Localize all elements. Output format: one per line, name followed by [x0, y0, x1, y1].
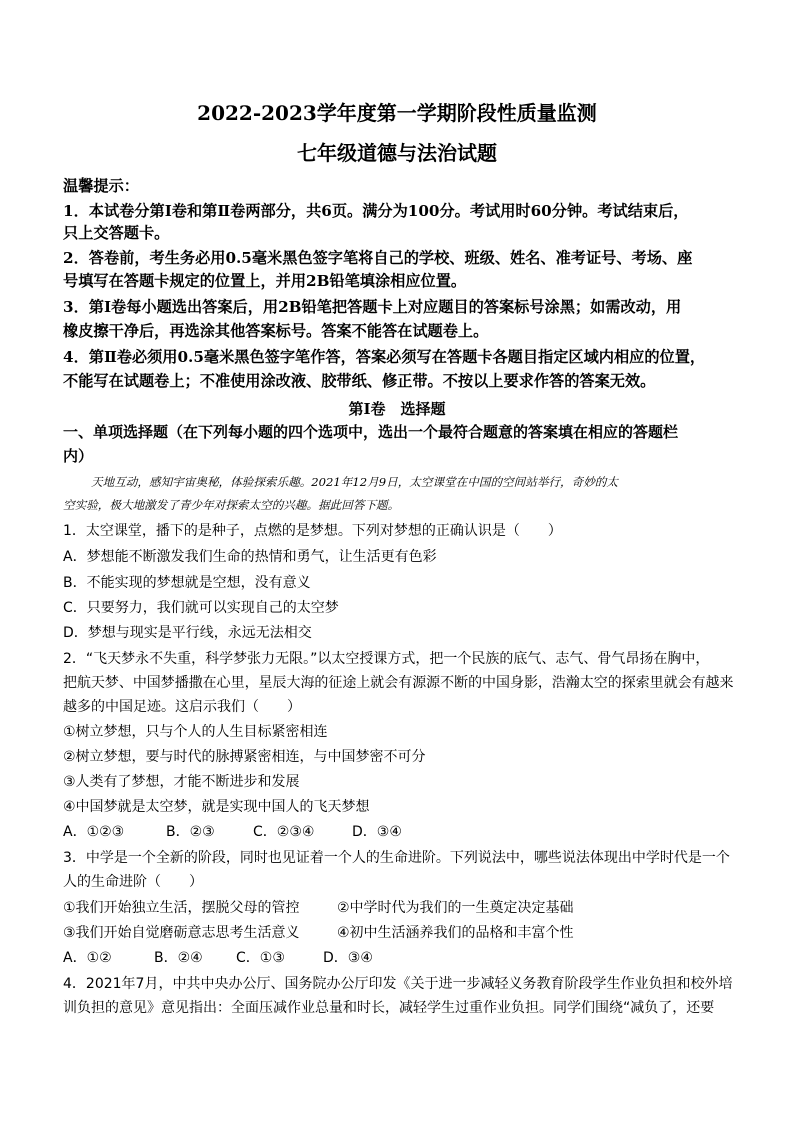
part-heading: 内） [63, 447, 94, 465]
question-2-stem: 越多的中国足迹。这启示我们（ ） [63, 699, 301, 715]
question-2-stem: 2．“飞天梦永不失重，科学梦张力无限。”以太空授课方式，把一个民族的底气、志气、骨气昂扬在胸中， [63, 651, 710, 667]
question-2-stem: 把航天梦、中国梦播撒在心里，星辰大海的征途上就会有源源不断的中国身影，浩瀚太空的探索里就会有越来 [63, 675, 734, 691]
exam-title: 2022-2023学年度第一学期阶段性质量监测 [197, 101, 597, 125]
material-text: 天地互动，感知宇宙奥秘，体验探索乐趣。2021年12月9日，太空课堂在中国的空间站举行，奇妙的太 [91, 475, 618, 489]
question-3-choice-a: A．①② [63, 950, 112, 966]
question-1-option-b: B．不能实现的梦想就是空想，没有意义 [63, 575, 311, 591]
question-3-stem: 人的生命进阶（ ） [63, 874, 203, 890]
question-2-item: ④中国梦就是太空梦，就是实现中国人的飞天梦想 [63, 799, 370, 815]
notice-line: 不能写在试题卷上；不准使用涂改液、胶带纸、修正带。不按以上要求作答的答案无效。 [63, 372, 656, 390]
question-3-item: ①我们开始独立生活，摆脱父母的管控 [63, 900, 300, 916]
question-1-stem: 1．太空课堂，播下的是种子，点燃的是梦想。下列对梦想的正确认识是（ ） [63, 523, 562, 539]
exam-subtitle: 七年级道德与法治试题 [297, 141, 497, 165]
question-2-item: ①树立梦想，只与个人的人生目标紧密相连 [63, 724, 328, 740]
notice-line: 4．第Ⅱ卷必须用0.5毫米黑色签字笔作答，答案必须写在答题卡各题目指定区域内相应的位置， [63, 348, 706, 366]
question-2-item: ②树立梦想，要与时代的脉搏紧密相连，与中国梦密不可分 [63, 749, 426, 765]
notice-line: 2．答卷前，考生务必用0.5毫米黑色签字笔将自己的学校、班级、姓名、准考证号、考场、座 [63, 249, 693, 267]
question-1-option-c: C．只要努力，我们就可以实现自己的太空梦 [63, 600, 339, 616]
notice-line: 号填写在答题卡规定的位置上，并用2B铅笔填涂相应位置。 [63, 272, 467, 290]
question-1-option-d: D．梦想与现实是平行线，永远无法相交 [63, 625, 312, 641]
notice-line: 只上交答题卡。 [63, 224, 170, 242]
section-title: 第Ⅰ卷 选择题 [348, 400, 446, 418]
question-4-stem: 训负担的意见》意见指出：全面压减作业总量和时长，减轻学生过重作业负担。同学们围绕“减负了，还要 [63, 1000, 715, 1016]
question-2-choice-d: D．③④ [352, 824, 402, 840]
material-text: 空实验，极大地激发了青少年对探索太空的兴趣。据此回答下题。 [63, 498, 400, 512]
part-heading: 一、单项选择题（在下列每小题的四个选项中，选出一个最符合题意的答案填在相应的答题栏 [63, 423, 679, 441]
notice-line: 3．第Ⅰ卷每小题选出答案后，用2B铅笔把答题卡上对应题目的答案标号涂黑；如需改动，用 [63, 298, 682, 316]
question-3-stem: 3．中学是一个全新的阶段，同时也见证着一个人的生命进阶。下列说法中，哪些说法体现出中学时代是一个 [63, 850, 730, 866]
question-3-item: ④初中生活涵养我们的品格和丰富个性 [337, 925, 574, 941]
question-2-choice-b: B．②③ [166, 824, 215, 840]
question-2-item: ③人类有了梦想，才能不断进步和发展 [63, 774, 300, 790]
question-1-option-a: A．梦想能不断激发我们生命的热情和勇气，让生活更有色彩 [63, 549, 437, 565]
question-3-item: ②中学时代为我们的一生奠定决定基础 [337, 900, 574, 916]
question-3-item: ③我们开始自觉磨砺意志思考生活意义 [63, 925, 300, 941]
question-2-choice-c: C．②③④ [253, 824, 315, 840]
question-2-choice-a: A．①②③ [63, 824, 125, 840]
question-3-choice-d: D．③④ [323, 950, 373, 966]
notice-heading: 温馨提示： [63, 177, 139, 195]
notice-line: 1．本试卷分第Ⅰ卷和第Ⅱ卷两部分，共6页。满分为100分。考试用时60分钟。考试结束后， [63, 202, 689, 220]
question-3-choice-c: C．①③ [236, 950, 285, 966]
notice-line: 橡皮擦干净后，再选涂其他答案标号。答案不能答在试题卷上。 [63, 322, 489, 340]
question-4-stem: 4．2021年7月，中共中央办公厅、国务院办公厅印发《关于进一步减轻义务教育阶段学生作业负担和校外培 [63, 976, 733, 992]
question-3-choice-b: B．②④ [154, 950, 203, 966]
